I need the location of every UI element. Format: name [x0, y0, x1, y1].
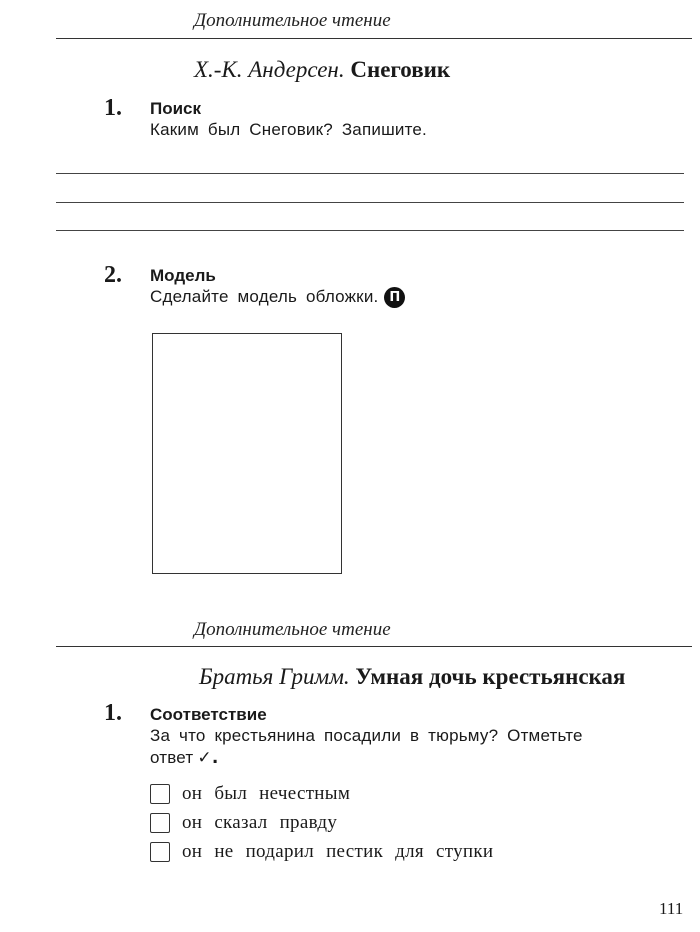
answer-option-label: он не подарил пестик для ступки — [182, 841, 494, 862]
task-text: ответ — [150, 748, 194, 767]
author-name: Х.-К. Андерсен. — [194, 57, 345, 82]
section-header: Дополнительное чтение — [194, 10, 391, 31]
answer-option — [150, 812, 337, 834]
answer-line[interactable] — [56, 202, 684, 203]
task-title: Модель — [150, 266, 216, 285]
answer-option-label: он сказал правду — [182, 812, 338, 833]
book-cover-drawing-area[interactable] — [152, 333, 342, 574]
pair-work-badge-icon: П — [384, 287, 405, 308]
task-text-row — [150, 287, 405, 308]
task-title: Поиск — [150, 99, 202, 118]
task-text: Сделайте модель обложки. — [150, 287, 379, 306]
work-title — [199, 664, 625, 690]
author-name: Братья Гримм. — [199, 664, 350, 689]
answer-option — [150, 783, 350, 805]
task-number: 1. — [104, 95, 122, 121]
answer-line[interactable] — [56, 173, 684, 174]
work-name: Умная дочь крестьянская — [355, 664, 626, 689]
answer-option-label: он был нечестным — [182, 783, 351, 804]
page-number: 111 — [659, 899, 684, 918]
header-divider — [56, 38, 692, 39]
answer-checkbox[interactable] — [150, 813, 170, 833]
task-text: За что крестьянина посадили в тюрьму? Отметьте — [150, 726, 583, 745]
answer-checkbox[interactable] — [150, 842, 170, 862]
section-header: Дополнительное чтение — [194, 619, 391, 640]
task-title: Соответствие — [150, 705, 267, 724]
task-number: 1. — [104, 700, 122, 726]
answer-option — [150, 841, 493, 863]
work-title — [194, 57, 450, 83]
header-divider — [56, 646, 692, 647]
checkmark-icon: ✓. — [197, 748, 219, 768]
answer-checkbox[interactable] — [150, 784, 170, 804]
task-text: Каким был Снеговик? Запишите. — [150, 120, 427, 139]
work-name: Снеговик — [350, 57, 451, 82]
task-number: 2. — [104, 262, 122, 288]
answer-line[interactable] — [56, 230, 684, 231]
task-text-row — [150, 748, 219, 768]
